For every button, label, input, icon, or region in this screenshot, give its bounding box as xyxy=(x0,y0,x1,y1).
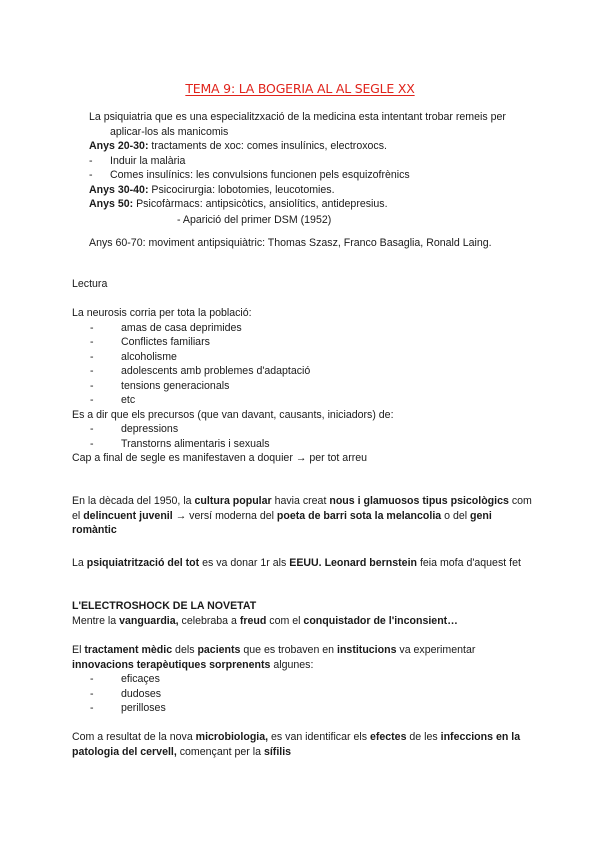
list-item: - alcoholisme xyxy=(90,350,177,363)
bold-run: freud xyxy=(239,614,267,627)
bold-run: infeccions en la patologia del cervell, xyxy=(72,731,521,758)
text-run: començant per la xyxy=(176,745,264,758)
text-run: Mentre la xyxy=(72,614,120,627)
dash-item-text: Comes insulínics: les convulsions funcionen pels esquizofrènics xyxy=(110,169,410,181)
list-item-text: tensions generacionals xyxy=(121,379,230,392)
dash-item-text: Induir la malària xyxy=(110,154,186,167)
precursors-list xyxy=(72,422,532,451)
list-item-text: perilloses xyxy=(121,702,166,714)
text-run: feia mofa d'aquest fet xyxy=(417,557,521,569)
text-run: celebraba a xyxy=(178,614,240,627)
text-run: Com a resultat de la nova xyxy=(72,731,196,743)
bold-run: vanguardia, xyxy=(119,614,179,627)
text-run: o del xyxy=(441,509,471,522)
micro-section xyxy=(72,730,532,759)
text-run: → versí moderna del xyxy=(172,509,277,522)
anys-20-30-line xyxy=(89,139,549,154)
list-item-text: etc xyxy=(121,394,136,406)
list-item-text: dudoses xyxy=(121,687,162,700)
lectura-heading: Lectura xyxy=(72,278,108,290)
list-item: - etc xyxy=(90,394,136,406)
bold-run: institucions xyxy=(337,644,397,656)
page-title: TEMA 9: LA BOGERIA AL AL SEGLE XX xyxy=(185,81,415,96)
text-run: com el xyxy=(266,614,304,627)
list-item-text: Conflictes familiars xyxy=(121,336,210,348)
neurosis-section xyxy=(72,306,532,466)
text-run: es van identificar els xyxy=(268,731,370,743)
bold-run: L'ELECTROSHOCK DE LA NOVETAT xyxy=(72,600,257,612)
bold-run: sífilis xyxy=(263,745,292,758)
intro-line: aplicar-los als manicomis xyxy=(110,125,229,138)
bold-run: pacients xyxy=(197,644,241,656)
anys-text: Psicocirurgia: lobotomies, leucotomies. xyxy=(148,183,335,196)
dsm-line: - Aparició del primer DSM (1952) xyxy=(177,213,332,226)
list-item: - Transtorns alimentaris i sexuals xyxy=(90,437,270,450)
bold-run: microbiologia, xyxy=(195,731,269,743)
list-item-text: eficaçes xyxy=(121,673,160,685)
text-run: dels xyxy=(172,644,198,656)
text-run: La xyxy=(72,557,87,569)
list-item: - Conflictes familiars xyxy=(90,336,210,348)
neurosis-list xyxy=(72,321,532,408)
neurosis-heading: La neurosis corria per tota la població: xyxy=(72,307,252,319)
dash-item: - Comes insulínics: les convulsions funcionen pels esquizofrènics xyxy=(89,169,410,181)
precursors-closing: Cap a final de segle es manifestaven a doquier → per tot arreu xyxy=(72,452,368,464)
anys-label: Anys 30-40: xyxy=(89,183,149,196)
text-run: El xyxy=(72,644,85,656)
text-run: es va donar 1r als xyxy=(199,557,290,569)
intro-line: La psiquiatria que es una especialitzxació de la medicina esta intentant trobar remeis per xyxy=(89,111,506,123)
electroshock-heading xyxy=(72,599,532,614)
bold-run: EEUU. Leonard bernstein xyxy=(289,557,417,569)
bold-run: cultura popular xyxy=(194,495,272,507)
anys-text: tractaments de xoc: comes insulínics, electroxocs. xyxy=(148,140,387,152)
list-item: - perilloses xyxy=(90,702,166,714)
list-item: - dudoses xyxy=(90,687,162,700)
anys-50-line xyxy=(89,197,549,212)
list-item-text: amas de casa deprimides xyxy=(121,321,242,334)
anys-text: Psicofàrmacs: antipsicòtics, ansiolítics, antidepresius. xyxy=(133,198,388,210)
tractament-list xyxy=(72,672,532,716)
bold-run: psiquiatrització del tot xyxy=(86,557,200,569)
bold-run: nous i glamuosos tipus psicològics xyxy=(329,495,509,507)
bold-run: tractament mèdic xyxy=(84,644,173,656)
list-item: - tensions generacionals xyxy=(90,379,230,392)
list-item: - eficaçes xyxy=(90,673,160,685)
list-item-text: adolescents amb problemes d'adaptació xyxy=(121,365,311,377)
text-run: que es trobaven en xyxy=(240,644,338,656)
electroshock-section xyxy=(72,599,532,628)
electroshock-text xyxy=(72,614,532,629)
text-run: havia creat xyxy=(271,495,330,507)
list-item: - adolescents amb problemes d'adaptació xyxy=(90,365,311,377)
list-item-text: depressions xyxy=(121,423,179,435)
text-run: de les xyxy=(406,731,441,743)
intro-section xyxy=(89,110,549,227)
paragraph-psiquiatritzacio xyxy=(72,556,532,571)
text-run: com el xyxy=(72,495,532,522)
list-item-text: alcoholisme xyxy=(121,350,177,363)
bold-run: delincuent juvenil xyxy=(83,509,173,522)
anys-30-40-line xyxy=(89,183,549,198)
anys-label: Anys 20-30: xyxy=(89,140,149,152)
list-item-text: Transtorns alimentaris i sexuals xyxy=(121,437,270,450)
paragraph-1950 xyxy=(72,494,532,538)
bold-run: conquistador de l'inconsient… xyxy=(303,614,458,627)
anys-label: Anys 50: xyxy=(89,198,134,210)
anys-60-70-line: Anys 60-70: moviment antipsiquiàtric: Thomas Szasz, Franco Basaglia, Ronald Laing. xyxy=(89,237,492,249)
bold-run: innovacions terapèutiques sorprenents xyxy=(72,658,271,671)
text-run: En la dècada del 1950, la xyxy=(72,495,195,507)
precursors-heading: Es a dir que els precursos (que van davant, causants, iniciadors) de: xyxy=(72,408,394,421)
text-run: va experimentar xyxy=(396,644,476,656)
bold-run: efectes xyxy=(369,731,407,743)
bold-run: poeta de barri sota la melancolia xyxy=(276,509,442,522)
text-run: algunes: xyxy=(270,658,314,671)
list-item: - amas de casa deprimides xyxy=(90,321,242,334)
tractament-section xyxy=(72,643,532,716)
dash-item: - Induir la malària xyxy=(89,154,186,167)
bold-run: geni romàntic xyxy=(72,509,492,536)
tractament-text xyxy=(72,643,532,672)
list-item: - depressions xyxy=(90,423,179,435)
